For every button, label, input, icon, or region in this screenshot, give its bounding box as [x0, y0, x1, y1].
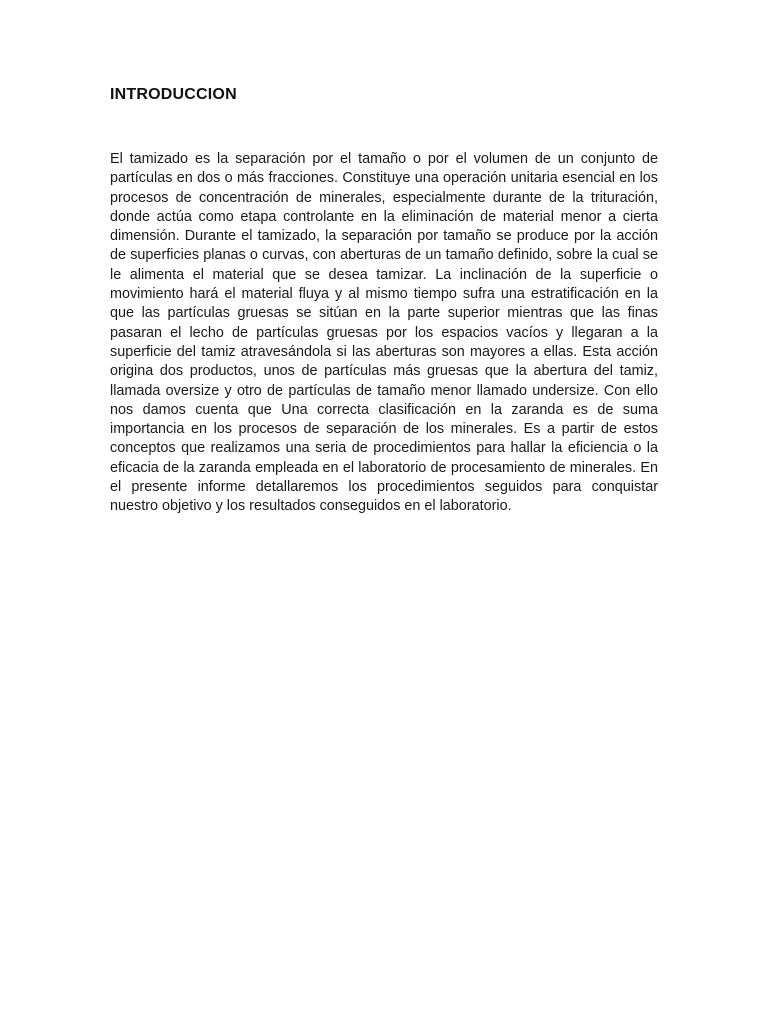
introduction-paragraph: El tamizado es la separación por el tamaño o por el volumen de un conjunto de partículas en dos o más fracciones. Constituye una operación unitaria esencial en los procesos de concentración de minerales, especialmente durante de la trituración, donde actúa como etapa controlante en la eliminación de material menor a cierta dimensión. Durante el tamizado, la separación por tamaño se produce por la acción de superficies planas o curvas, con aberturas de un tamaño definido, sobre la cual se le alimenta el material que se desea tamizar. La inclinación de la superficie o movimiento hará el material fluya y al mismo tiempo sufra una estratificación en la que las partículas gruesas se sitúan en la parte superior mientras que las finas pasaran el lecho de partículas gruesas por los espacios vacíos y llegaran a la superficie del tamiz atravesándola si las aberturas son mayores a ellas. Esta acción origina dos productos, unos de partículas más gruesas que la abertura del tamiz, llamada oversize y otro de partículas de tamaño menor llamado undersize. Con ello nos damos cuenta que Una correcta clasificación en la zaranda es de suma importancia en los procesos de separación de los minerales. Es a partir de estos conceptos que realizamos una seria de procedimientos para hallar la eficiencia o la eficacia de la zaranda empleada en el laboratorio de procesamiento de minerales. En el presente informe detallaremos los procedimientos seguidos para conquistar nuestro objetivo y los resultados conseguidos en el laboratorio. — [110, 151, 658, 515]
document-title: INTRODUCCION — [110, 86, 237, 103]
